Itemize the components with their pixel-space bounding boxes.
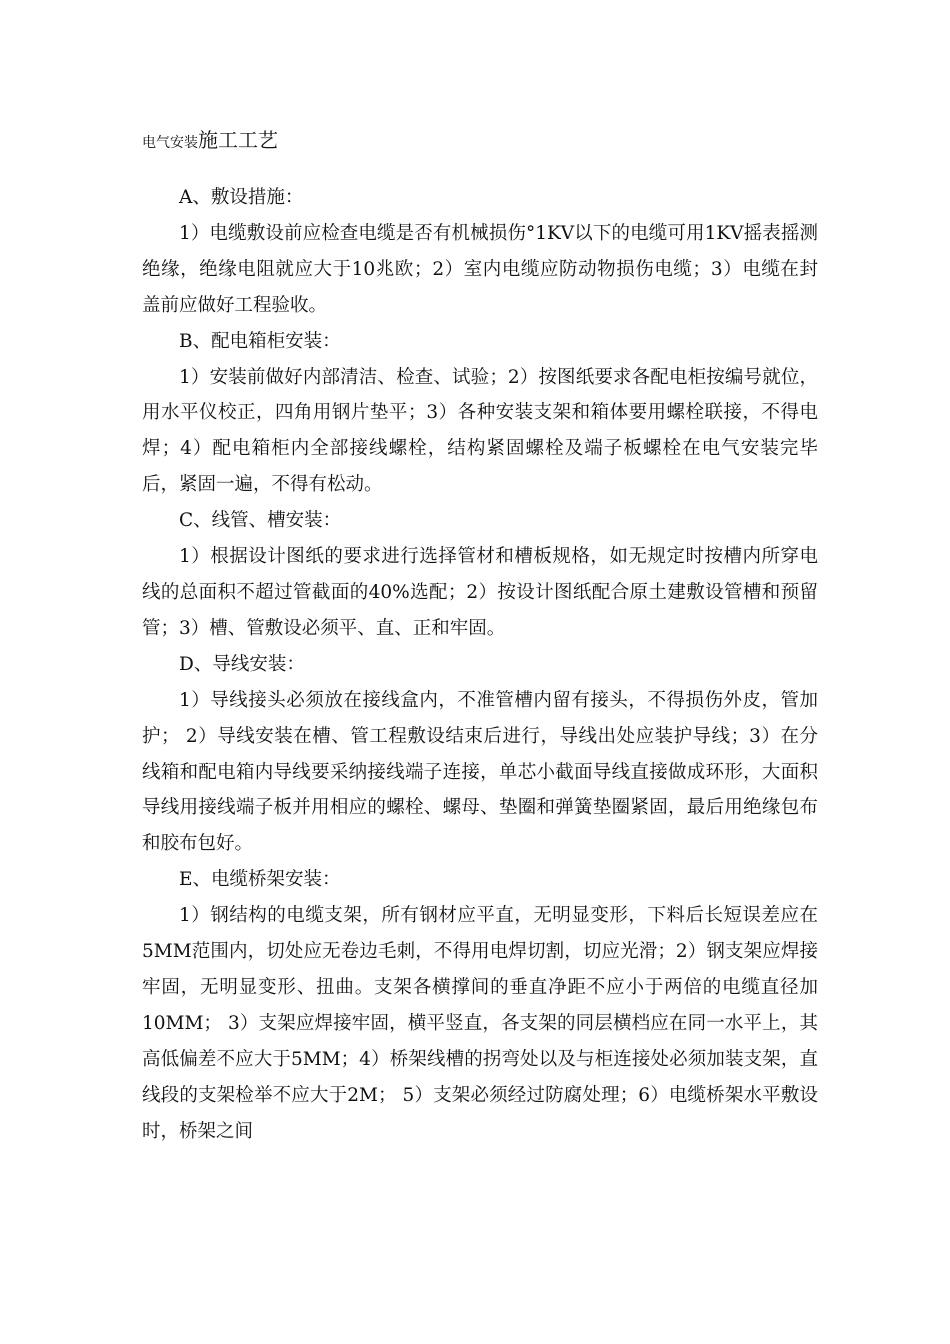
section-heading-e: E、电缆桥架安装：: [179, 869, 341, 891]
section-text-a: 1）电缆敷设前应检查电缆是否有机械损伤°1KV以下的电缆可用1KV摇表摇测绝缘，绝缘电阻就应大于10兆欧；2）室内电缆应防动物损伤电缆；3）电缆在封盖前应做好工程验收。: [142, 222, 818, 316]
section-heading-c: C、线管、槽安装：: [179, 510, 342, 532]
section-text-e: 1）钢结构的电缆支架，所有钢材应平直，无明显变形，下料后长短误差应在5MM范围内，切处应无卷边毛刺，不得用电焊切割，切应光滑；2）钢支架应焊接牢固，无明显变形、扭曲。支架各横撑间的垂直净距不应小于两倍的电缆直径加10MM； 3）支架应焊接牢固，横平竖直，各支架的同层横档应在同一水平上，其高低偏差不应大于5MM；4）桥架线槽的拐弯处以及与柜连接处必须加装支架，直线段的支架检举不应大于2M； 5）支架必须经过防腐处理；6）电缆桥架水平敷设时，桥架之间: [142, 905, 818, 1142]
section-text-c: 1）根据设计图纸的要求进行选择管材和槽板规格，如无规定时按槽内所穿电线的总面积不超过管截面的40%选配；2）按设计图纸配合原土建敷设管槽和预留管；3）槽、管敷设必须平、直、正和牢固。: [142, 546, 818, 639]
section-text-d: 1）导线接头必须放在接线盒内，不准管槽内留有接头，不得损伤外皮，管加护； 2）导线安装在槽、管工程敷设结束后进行，导线出处应装护导线；3）在分线箱和配电箱内导线要采纳接线端子连接，单芯小截面导线直接做成环形，大面积导线用接线端子板并用相应的螺栓、螺母、垫圈和弹簧垫圈紧固，最后用绝缘包布和胶布包好。: [142, 689, 818, 855]
section-heading-b: B、配电箱柜安装：: [179, 330, 341, 352]
document-title: [142, 120, 278, 159]
section-heading-d: D、导线安装：: [179, 653, 305, 675]
document-title-prefix: 电气安装: [142, 135, 198, 151]
document-title-main: 施工工艺: [198, 128, 278, 152]
section-text-b: 1）安装前做好内部清洁、检查、试验；2）按图纸要求各配电柜按编号就位，用水平仪校正，四角用钢片垫平；3）各种安装支架和箱体要用螺栓联接，不得电焊；4）配电箱柜内全部接线螺栓，结构紧固螺栓及端子板螺栓在电气安装完毕后，紧固一遍，不得有松动。: [142, 366, 818, 496]
document-body: [142, 180, 818, 1149]
section-heading-a: A、敷设措施：: [179, 187, 304, 208]
